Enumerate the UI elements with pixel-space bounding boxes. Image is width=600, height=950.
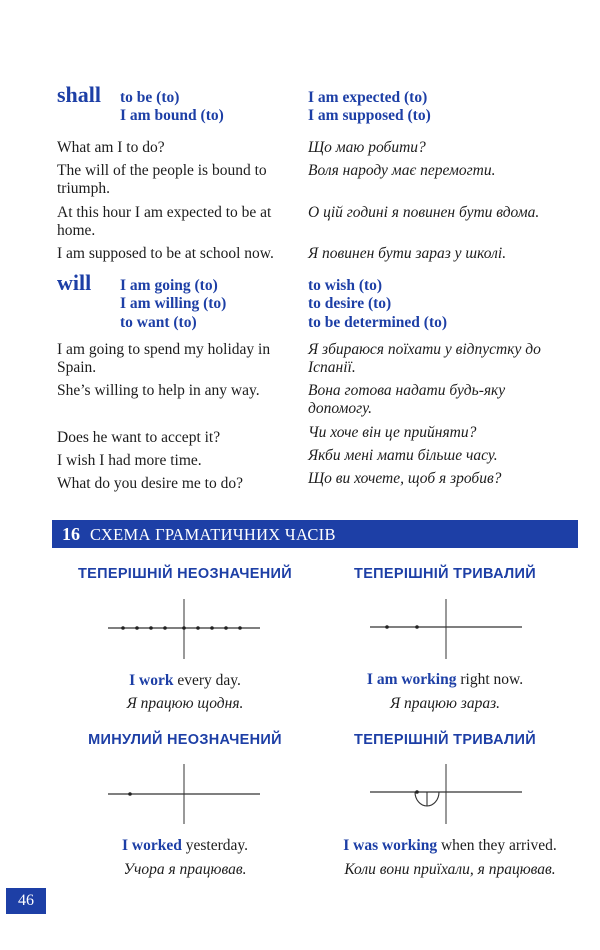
- will-example-en: She’s willing to help in any way.: [57, 382, 260, 399]
- tense-example-verb: I work: [129, 672, 174, 689]
- timeline-past-continuous: [367, 762, 527, 826]
- tense-example-ua: Я працюю щодня.: [126, 695, 244, 712]
- will-meaning-left-1: I am going (to): [120, 277, 218, 294]
- will-example-en: I am going to spend my holiday in Spain.: [57, 341, 271, 376]
- tense-example-rest: yesterday.: [181, 837, 248, 854]
- tense-example-ua: Коли вони приїхали, я працював.: [344, 861, 556, 878]
- section-header: [52, 520, 578, 548]
- will-example-ua: Що ви хочете, щоб я зробив?: [308, 470, 502, 487]
- will-meaning-right-1: to wish (to): [308, 277, 383, 294]
- tense-example-rest: right now.: [456, 671, 524, 688]
- shall-meaning-left-2: I am bound (to): [120, 107, 224, 124]
- tense-example-rest: every day.: [173, 672, 241, 689]
- tense-example-verb: I was working: [343, 837, 438, 854]
- timeline-past-simple: [105, 762, 265, 826]
- tense-example-ua: Учора я працював.: [123, 861, 247, 878]
- timeline-present-continuous: [367, 597, 527, 661]
- modal-word-will: will: [57, 270, 92, 295]
- will-meaning-left-2: I am willing (to): [120, 295, 227, 312]
- will-meaning-right-2: to desire (to): [308, 295, 392, 312]
- tense-example-verb: I worked: [122, 837, 182, 854]
- timeline-present-simple: [105, 597, 265, 661]
- tense-example-en: [320, 837, 580, 855]
- shall-example-en: At this hour I am expected to be at home.: [57, 204, 272, 239]
- tense-example-rest: when they arrived.: [437, 837, 557, 854]
- will-meaning-right-3: to be determined (to): [308, 314, 448, 331]
- tense-example-en: [320, 671, 570, 689]
- tense-example-ua: Я працюю зараз.: [389, 695, 500, 712]
- shall-example-ua: Я повинен бути зараз у школі.: [308, 245, 507, 262]
- tense-heading: ТЕПЕРІШНІЙ ТРИВАЛИЙ: [354, 566, 536, 582]
- will-example-ua: Я збираюся поїхати у відпустку до Іспанії.: [308, 341, 541, 376]
- will-example-en: I wish I had more time.: [57, 452, 202, 469]
- section-number: 16: [62, 524, 80, 544]
- will-meaning-left-3: to want (to): [120, 314, 197, 331]
- tense-example-en: [60, 672, 310, 690]
- section-title: СХЕМА ГРАМАТИЧНИХ ЧАСІВ: [90, 525, 336, 544]
- page-number: 46: [6, 888, 46, 914]
- shall-example-ua: Воля народу має перемогти.: [308, 162, 496, 179]
- tense-example-en: [60, 837, 310, 855]
- will-example-ua: Якби мені мати більше часу.: [308, 447, 498, 464]
- will-example-ua: Вона готова надати будь-яку допомогу.: [308, 382, 506, 417]
- tense-example-verb: I am working: [366, 671, 457, 688]
- shall-meaning-left-1: to be (to): [120, 89, 180, 106]
- shall-meaning-right-2: I am supposed (to): [308, 107, 431, 124]
- will-example-en: What do you desire me to do?: [57, 475, 243, 492]
- tense-heading: МИНУЛИЙ НЕОЗНАЧЕНИЙ: [88, 732, 282, 748]
- shall-example-en: I am supposed to be at school now.: [57, 245, 274, 262]
- shall-example-ua: О цій годині я повинен бути вдома.: [308, 204, 540, 221]
- tense-heading: ТЕПЕРІШНІЙ ТРИВАЛИЙ: [354, 732, 536, 748]
- will-example-ua: Чи хоче він це прийняти?: [308, 424, 477, 441]
- shall-example-ua: Що маю робити?: [308, 139, 426, 156]
- shall-meaning-right-1: I am expected (to): [308, 89, 428, 106]
- tense-heading: ТЕПЕРІШНІЙ НЕОЗНАЧЕНИЙ: [78, 566, 292, 582]
- shall-example-en: The will of the people is bound to triumph.: [57, 162, 267, 197]
- shall-example-en: What am I to do?: [57, 139, 165, 156]
- modal-word-shall: shall: [57, 82, 102, 107]
- will-example-en: Does he want to accept it?: [57, 429, 221, 446]
